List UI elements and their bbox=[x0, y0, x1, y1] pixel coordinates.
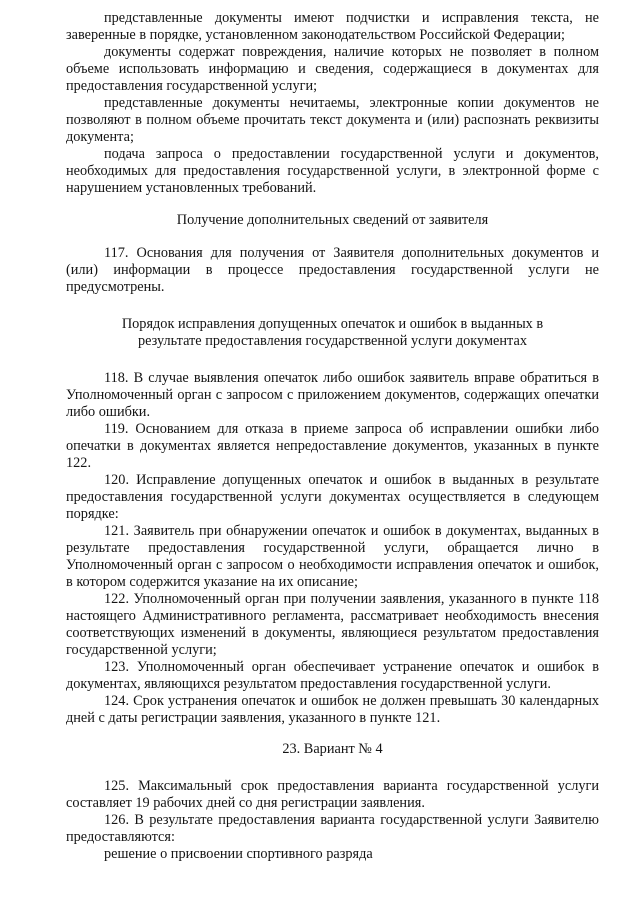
paragraph: 118. В случае выявления опечаток либо ошибок заявитель вправе обратиться в Уполномоченный орган с запросом с приложением документов, содержащих опечатки либо ошибки. bbox=[66, 370, 599, 420]
paragraph: 124. Срок устранения опечаток и ошибок не должен превышать 30 календарных дней с даты регистрации заявления, указанного в пункте 121. bbox=[66, 693, 599, 726]
section-heading: Получение дополнительных сведений от заявителя bbox=[176, 212, 489, 228]
section-heading: 23. Вариант № 4 bbox=[282, 741, 383, 757]
paragraph: документы содержат повреждения, наличие которых не позволяет в полном объеме использовать информацию и сведения, содержащиеся в документах для предоставления государственной услуги; bbox=[66, 44, 599, 94]
paragraph: подача запроса о предоставлении государственной услуги и документов, необходимых для предоставления государственной услуги, в электронной форме с нарушением установленных требований. bbox=[66, 146, 599, 196]
paragraph: 122. Уполномоченный орган при получении заявления, указанного в пункте 118 настоящего Административного регламента, рассматривает необходимость внесения соответствующих изменений в документы, являющиеся результатом предоставления государственной услуги; bbox=[66, 591, 599, 658]
section-heading: Порядок исправления допущенных опечаток и ошибок в выданных в bbox=[121, 316, 544, 332]
paragraph: 126. В результате предоставления варианта государственной услуги Заявителю предоставляются: bbox=[66, 812, 599, 845]
paragraph: 120. Исправление допущенных опечаток и ошибок в выданных в результате предоставления государственной услуги документах осуществляется в следующем порядке: bbox=[66, 472, 599, 522]
paragraph: решение о присвоении спортивного разряда bbox=[104, 846, 373, 862]
paragraph: 117. Основания для получения от Заявителя дополнительных документов и (или) информации в процессе предоставления государственной услуги не предусмотрены. bbox=[66, 245, 599, 295]
paragraph: представленные документы нечитаемы, электронные копии документов не позволяют в полном объеме прочитать текст документа и (или) распознать реквизиты документа; bbox=[66, 95, 599, 145]
document-body bbox=[66, 10, 599, 863]
paragraph: 125. Максимальный срок предоставления варианта государственной услуги составляет 19 рабочих дней со дня регистрации заявления. bbox=[66, 778, 599, 811]
paragraph: 119. Основанием для отказа в приеме запроса об исправлении ошибки либо опечатки в документах является непредоставление документов, указанных в пункте 122. bbox=[66, 421, 599, 471]
paragraph: представленные документы имеют подчистки и исправления текста, не заверенные в порядке, установленном законодательством Российской Федерации; bbox=[66, 10, 599, 43]
paragraph: 123. Уполномоченный орган обеспечивает устранение опечаток и ошибок в документах, являющихся результатом предоставления государственной услуги. bbox=[66, 659, 599, 692]
section-heading: результате предоставления государственной услуги документах bbox=[138, 333, 527, 349]
paragraph: 121. Заявитель при обнаружении опечаток и ошибок в документах, выданных в результате предоставления государственной услуги, обращается лично в Уполномоченный орган с запросом о необходимости исправления опечаток и ошибок, в котором содержится указание на их описание; bbox=[66, 523, 599, 590]
